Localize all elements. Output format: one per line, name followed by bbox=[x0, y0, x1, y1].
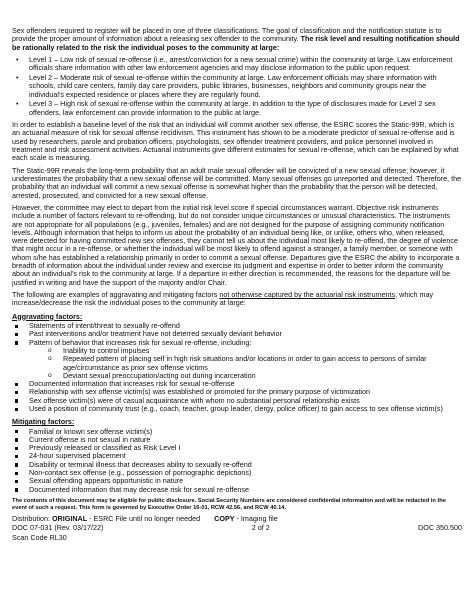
mitigating-item: Previously released or classified as Risk Level I bbox=[12, 444, 462, 452]
aggravating-heading: Aggravating factors: bbox=[12, 311, 83, 321]
copy-text: - Imaging file bbox=[234, 514, 278, 524]
aggravating-item: Used a position of community trust (e.g., coach, teacher, group leader, clergy, police officer) to gain access to sex offense victim(s) bbox=[12, 405, 462, 413]
footer-row bbox=[12, 523, 462, 532]
risk-level-2: • Level 2 – Moderate risk of sexual re-offense within the community at large. Law enforcement officials may share information with schools, child care centers, family day care providers, public libraries, businesses, neighbors and community groups near the individual’s expected residence or places where they are regularly found. bbox=[12, 74, 462, 99]
mitigating-item: Current offense is not sexual in nature bbox=[12, 436, 462, 444]
scan-code: Scan Code RL30 bbox=[12, 532, 67, 542]
mitigating-item: 24-hour supervised placement bbox=[12, 452, 462, 460]
examples-paragraph bbox=[12, 291, 462, 308]
mitigating-item: Non-contact sex offense (e.g., possession of pornographic depictions) bbox=[12, 469, 462, 477]
static-99r-paragraph: The Static-99R reveals the long-term probability that an adult male sexual offender will be convicted of a new sexual offense; however, it underestimates the probability that a new sexual offense will be committed. Many sexual offenses go unreported and detected. Therefore, the probability that an individual will commit a new sexual offense is somewhat higher than the probability that the person will be detected, arrested, prosecuted, and convicted for a new sexual offense. bbox=[12, 165, 462, 200]
examples-underlined: not otherwise captured by the actuarial risk instruments bbox=[219, 290, 396, 300]
mitigating-item: Disability or terminal illness that decreases ability to sexually re-offend bbox=[12, 461, 462, 469]
mitigating-item: Sexual offending appears opportunistic in nature bbox=[12, 477, 462, 485]
mitigating-item: Familial or known sex offense victim(s) bbox=[12, 428, 462, 436]
aggravating-subitem: o Repeated pattern of placing self in high risk situations and/or locations in order to gain access to persons of similar age/circumstance as prior sex offense victims bbox=[29, 355, 462, 372]
doc-number: DOC 350.500 bbox=[418, 523, 462, 533]
aggravating-item: Relationship with sex offense victim(s) was established or promoted for the primary purpose of victimization bbox=[12, 388, 462, 396]
examples-post: , which may increase/decrease the risk the individual poses to the community at large: bbox=[12, 290, 434, 308]
page-number: 2 of 2 bbox=[251, 523, 270, 533]
distribution-line bbox=[12, 514, 462, 523]
aggravating-item: Past interventions and/or treatment have not deterred sexually deviant behavior bbox=[12, 330, 462, 338]
aggravating-item: Documented information that increases risk for sexual re-offense bbox=[12, 380, 462, 388]
page-footer bbox=[12, 514, 462, 542]
aggravating-sublist bbox=[29, 347, 462, 380]
original-label: ORIGINAL bbox=[51, 514, 88, 524]
risk-level-1: • Level 1 – Low risk of sexual re-offense (i.e., arrest/conviction for a new sexual crime) within the community at large. Law enforcement officials share information with other law enforcement agencies and may disclose information to the public upon request. bbox=[12, 56, 462, 73]
aggravating-item: Statements of intent/threat to sexually re-offend bbox=[12, 322, 462, 330]
aggravating-item-text: Pattern of behavior that increases risk for sexual re-offense, including: bbox=[29, 337, 252, 347]
baseline-paragraph: In order to establish a baseline level of the risk that an individual will commit another sex offense, the ESRC scores the Static-99R, which is an actuarial measure of risk for sexual offense recidivism. This instrument has shown to be a moderate predictor of sexual re-offense and is used by researchers, parole and probation officers, psychologists, sex offender treatment providers, and police personnel involved in treatment and risk assessment activities. Actuarial instruments give different estimates for sexual re-offense, which can be explained by what each scale is measuring. bbox=[12, 119, 459, 163]
original-text: - ESRC File until no longer needed bbox=[87, 514, 201, 524]
mitigating-list bbox=[12, 428, 462, 494]
copy-label: COPY bbox=[214, 514, 235, 524]
doc-form-id: DOC 07-031 (Rev. 03/17/22) bbox=[12, 523, 104, 533]
departure-paragraph: However, the committee may elect to depart from the initial risk level score if special circumstances warrant. Objective risk instruments include a number of factors relevant to re-offending, but do not consider unique circumstances or unusual characteristics. The instruments are not appropriate for all populations (e.g., juveniles, females) and are not designed for the purpose of assigning community notification levels. Although information that helps to inform us about the probability of an individual being like, or unlike, others who, when released, were detected for having committed new sex offenses, they cannot tell us about the individual most likely to re-offend, the degree of violence that might occur in a re-offense, or whether the individual will be most likely to offend against a stranger, a family member, or someone with whom s/he has established a relationship primarily in order to commit a sexual offense. Departures give the ESRC the ability to incorporate a breadth of information about the individual under review and exercise its judgment and expertise in order to better inform the community about an individual’s risk to the community at large. If a departure in either direction is recommended, the reasons for the departure will be justified in writing and have the support of the majority and/or Chair. bbox=[12, 202, 460, 287]
intro-paragraph bbox=[12, 27, 462, 52]
risk-level-3: • Level 3 – High risk of sexual re-offense within the community at large. In addition to the type of disclosures made for Level 2 sex offenders, law enforcement can provide information to the public at large. bbox=[12, 100, 462, 117]
intro-text: Sex offenders required to register will be placed in one of three classifications. The goal of classification and the notification statute is to provide the proper amount of information about a releasing sex offender to the community. bbox=[12, 26, 442, 44]
examples-pre: The following are examples of aggravating and mitigating factors bbox=[12, 290, 220, 300]
aggravating-list bbox=[12, 322, 462, 413]
risk-level-list bbox=[12, 56, 462, 117]
aggravating-subitem: o Inability to control impulses bbox=[29, 347, 462, 355]
intro-bold-text: The risk level and resulting notification should be rationally related to the risk the individual poses to the community at large: bbox=[12, 34, 460, 52]
distribution-label: Distribution: bbox=[12, 514, 52, 524]
aggravating-item: Sex offense victim(s) were of casual acquaintance with whom no substantial personal relationship exists bbox=[12, 397, 462, 405]
confidentiality-note: The contents of this document may be eligible for public disclosure. Social Security Numbers are considered confidential information and will be redacted in the event of such a request. This form is governed by Executive Order 16-01, RCW 42.56, and RCW 40.14. bbox=[12, 497, 446, 511]
aggravating-subitem: o Deviant sexual preoccupation/acting out during incarceration bbox=[29, 372, 462, 380]
aggravating-item bbox=[12, 339, 462, 380]
mitigating-item: Documented information that may decrease risk for sexual re-offense bbox=[12, 486, 462, 494]
mitigating-heading: Mitigating factors: bbox=[12, 417, 75, 427]
